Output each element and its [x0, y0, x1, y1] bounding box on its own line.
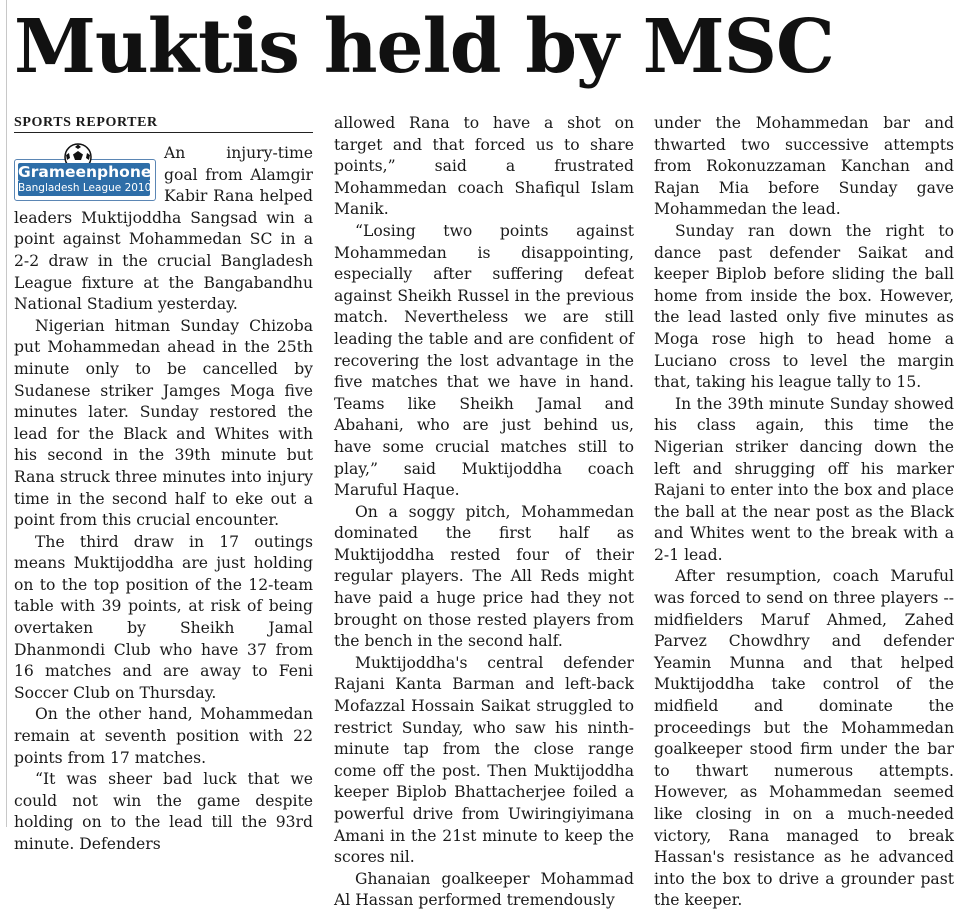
article-column-1 [14, 113, 313, 853]
paragraph: under the Mohammedan bar and thwarted two successive attempts from Rokonuzzaman Kanchan and Rajan Mia before Sunday gave Mohammedan the lead. [654, 114, 954, 219]
paragraph: Sunday ran down the right to dance past defender Saikat and keeper Biplob before sliding the ball home from inside the box. However, the lead lasted only five minutes as Moga rose high to head home a Luciano cross to level the margin that, taking his league tally to 15. [654, 221, 954, 392]
article-column-3 [654, 113, 954, 910]
headline: Muktis held by MSC [14, 4, 834, 90]
paragraph: On a soggy pitch, Mohammedan dominated the first half as Muktijoddha rested four of their regular players. The All Reds might have paid a huge price had they not brought on those rested players from the bench in the second half. [334, 502, 634, 651]
paragraph: Ghanaian goalkeeper Mohammad Al Hassan performed tremendously [334, 869, 634, 910]
paragraph: An injury-time goal from Alamgir Kabir Rana helped leaders Muktijoddha Sangsad win a point against Mohammedan SC in a 2-2 draw in the crucial Bangladesh League fixture at the Bangabandhu National Stadium yesterday. [14, 144, 313, 314]
byline: SPORTS REPORTER [14, 113, 313, 133]
article-column-2 [334, 113, 634, 910]
paragraph: Nigerian hitman Sunday Chizoba put Mohammedan ahead in the 25th minute only to be cancelled by Sudanese striker Jamges Moga five minutes later. Sunday restored the lead for the Black and Whites with his second in the 39th minute but Rana struck three minutes into injury time in the second half to eke out a point from this crucial encounter. [14, 316, 313, 530]
paragraph: In the 39th minute Sunday showed his class again, this time the Nigerian striker dancing down the left and shrugging off his marker Rajani to enter into the box and place the ball at the near post as the Black and Whites went to the break with a 2-1 lead. [654, 394, 954, 564]
paragraph: On the other hand, Mohammedan remain at seventh position with 22 points from 17 matches. [14, 705, 313, 767]
league-logo [14, 143, 156, 201]
logo-brand: Grameenphone [18, 163, 152, 181]
logo-subtitle: Bangladesh League 2010 [18, 182, 152, 194]
page-left-rule [6, 0, 7, 827]
paragraph: Muktijoddha's central defender Rajani Kanta Barman and left-back Mofazzal Hossain Saikat struggled to restrict Sunday, who saw his ninth-minute tap from the close range come off the post. Then Muktijoddha keeper Biplob Bhattacherjee foiled a powerful drive from Uwiringiyimana Amani in the 21st minute to keep the scores nil. [334, 653, 634, 867]
paragraph: “Losing two points against Mohammedan is disappointing, especially after suffering defeat against Sheikh Russel in the previous match. Nevertheless we are still leading the table and are confident of recovering the lost advantage in the five matches that we have in hand. Teams like Sheikh Jamal and Abahani, who are just behind us, have some crucial matches still to play,” said Muktijoddha coach Maruful Haque. [334, 221, 634, 500]
paragraph: After resumption, coach Maruful was forced to send on three players -- midfielders Maruf Ahmed, Zahed Parvez Chowdhry and defender Yeamin Munna and that helped Muktijoddha take control of the midfield and dominate the proceedings but the Mohammedan goalkeeper stood firm under the bar to thwart numerous attempts. However, as Mohammedan seemed like closing in on a much-needed victory, Rana managed to break Hassan's resistance as he advanced into the box to drive a grounder past the keeper. [654, 567, 954, 910]
paragraph: allowed Rana to have a shot on target and that forced us to share points,” said a frustrated Mohammedan coach Shafiqul Islam Manik. [334, 114, 634, 219]
paragraph: “It was sheer bad luck that we could not win the game despite holding on to the lead till the 93rd minute. Defenders [14, 770, 313, 853]
paragraph: The third draw in 17 outings means Muktijoddha are just holding on to the top position of the 12-team table with 39 points, at risk of being overtaken by Sheikh Jamal Dhanmondi Club who have 37 from 16 matches and are away to Feni Soccer Club on Thursday. [14, 532, 313, 702]
